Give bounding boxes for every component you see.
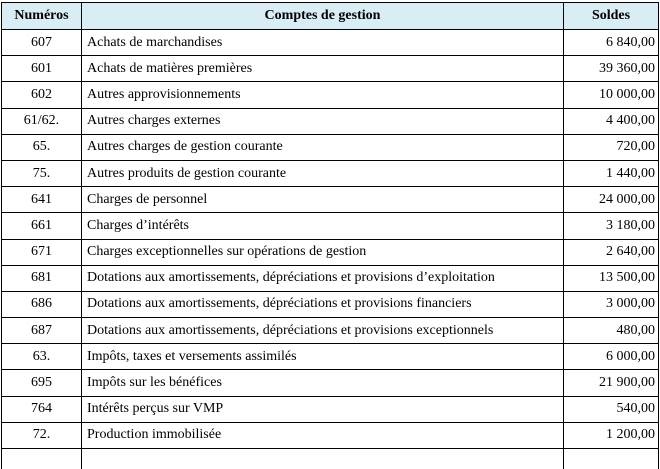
table-row bbox=[2, 422, 659, 448]
table-row bbox=[2, 396, 659, 422]
table-row bbox=[2, 56, 659, 82]
account-balance: 39 360,00 bbox=[564, 56, 659, 82]
account-name: Dotations aux amortissements, dépréciations et provisions exceptionnels bbox=[82, 318, 564, 344]
account-balance: 4 400,00 bbox=[564, 108, 659, 134]
account-number bbox=[2, 449, 82, 469]
table-row bbox=[2, 160, 659, 186]
account-name: Achats de matières premières bbox=[82, 56, 564, 82]
table-row bbox=[2, 291, 659, 317]
account-name: Autres charges de gestion courante bbox=[82, 134, 564, 160]
account-number: 681 bbox=[2, 265, 82, 291]
account-balance: 540,00 bbox=[564, 396, 659, 422]
table-row bbox=[2, 449, 659, 469]
account-balance: 21 900,00 bbox=[564, 370, 659, 396]
accounts-table bbox=[1, 2, 659, 469]
table-row bbox=[2, 187, 659, 213]
account-balance: 3 180,00 bbox=[564, 213, 659, 239]
account-number: 65. bbox=[2, 134, 82, 160]
table-row bbox=[2, 30, 659, 56]
account-number: 607 bbox=[2, 30, 82, 56]
account-name: Autres produits de gestion courante bbox=[82, 160, 564, 186]
header-numeros: Numéros bbox=[2, 3, 82, 30]
account-number: 72. bbox=[2, 422, 82, 448]
table-body bbox=[2, 30, 659, 469]
account-name: Charges d’intérêts bbox=[82, 213, 564, 239]
account-number: 687 bbox=[2, 318, 82, 344]
table-row bbox=[2, 239, 659, 265]
account-balance: 10 000,00 bbox=[564, 82, 659, 108]
account-balance: 6 840,00 bbox=[564, 30, 659, 56]
account-balance: 720,00 bbox=[564, 134, 659, 160]
account-name: Dotations aux amortissements, dépréciations et provisions d’exploitation bbox=[82, 265, 564, 291]
account-name: Autres charges externes bbox=[82, 108, 564, 134]
account-balance: 1 440,00 bbox=[564, 160, 659, 186]
account-name: Impôts sur les bénéfices bbox=[82, 370, 564, 396]
table-row bbox=[2, 213, 659, 239]
account-number: 63. bbox=[2, 344, 82, 370]
account-balance: 2 640,00 bbox=[564, 239, 659, 265]
account-balance: 1 200,00 bbox=[564, 422, 659, 448]
table-row bbox=[2, 82, 659, 108]
account-number: 75. bbox=[2, 160, 82, 186]
header-comptes-de-gestion: Comptes de gestion bbox=[82, 3, 564, 30]
account-balance: 6 000,00 bbox=[564, 344, 659, 370]
account-number: 764 bbox=[2, 396, 82, 422]
account-number: 671 bbox=[2, 239, 82, 265]
account-balance: 480,00 bbox=[564, 318, 659, 344]
account-name: Charges exceptionnelles sur opérations de gestion bbox=[82, 239, 564, 265]
account-name: Achats de marchandises bbox=[82, 30, 564, 56]
account-name: Autres approvisionnements bbox=[82, 82, 564, 108]
table-row bbox=[2, 265, 659, 291]
account-name bbox=[82, 449, 564, 469]
account-name: Impôts, taxes et versements assimilés bbox=[82, 344, 564, 370]
account-name: Charges de personnel bbox=[82, 187, 564, 213]
table-row bbox=[2, 108, 659, 134]
account-name: Dotations aux amortissements, dépréciations et provisions financiers bbox=[82, 291, 564, 317]
account-balance bbox=[564, 449, 659, 469]
account-number: 686 bbox=[2, 291, 82, 317]
account-number: 601 bbox=[2, 56, 82, 82]
table-header-row bbox=[2, 3, 659, 30]
account-balance: 3 000,00 bbox=[564, 291, 659, 317]
header-soldes: Soldes bbox=[564, 3, 659, 30]
account-balance: 24 000,00 bbox=[564, 187, 659, 213]
account-number: 602 bbox=[2, 82, 82, 108]
table-row bbox=[2, 134, 659, 160]
table-row bbox=[2, 370, 659, 396]
account-number: 661 bbox=[2, 213, 82, 239]
account-balance: 13 500,00 bbox=[564, 265, 659, 291]
account-name: Production immobilisée bbox=[82, 422, 564, 448]
account-name: Intérêts perçus sur VMP bbox=[82, 396, 564, 422]
table-row bbox=[2, 318, 659, 344]
account-number: 61/62. bbox=[2, 108, 82, 134]
account-number: 695 bbox=[2, 370, 82, 396]
table-row bbox=[2, 344, 659, 370]
account-number: 641 bbox=[2, 187, 82, 213]
